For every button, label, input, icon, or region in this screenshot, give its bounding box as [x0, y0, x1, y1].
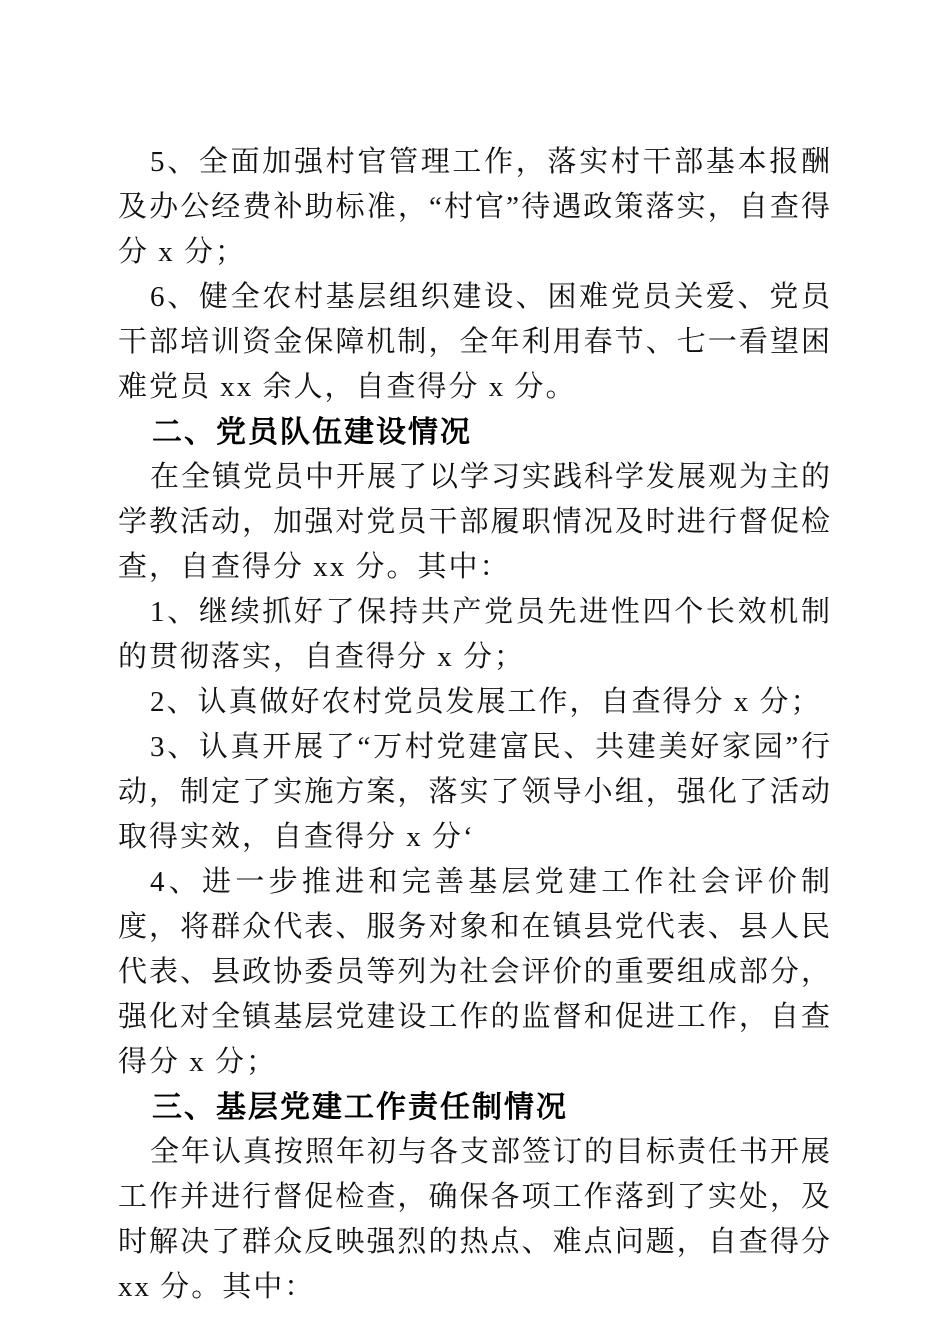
paragraph-item-4: 4、进一步推进和完善基层党建工作社会评价制度，将群众代表、服务对象和在镇县党代表、县人民代表、县政协委员等列为社会评价的重要组成部分，强化对全镇基层党建设工作的监督和促进工作，自查得分 x 分； — [118, 866, 832, 1078]
paragraph-item-3: 3、认真开展了“万村党建富民、共建美好家园”行动，制定了实施方案，落实了领导小组，强化了活动取得实效，自查得分 x 分‘ — [118, 731, 832, 853]
paragraph-section2-intro: 在全镇党员中开展了以学习实践科学发展观为主的学教活动，加强对党员干部履职情况及时进行督促检查，自查得分 xx 分。其中： — [118, 461, 833, 583]
paragraph-item-1: 1、继续抓好了保持共产党员先进性四个长效机制的贯彻落实，自查得分 x 分； — [118, 596, 832, 673]
paragraph-item-6: 6、健全农村基层组织建设、困难党员关爱、党员干部培训资金保障机制，全年利用春节、七一看望困难党员 xx 余人，自查得分 x 分。 — [118, 281, 832, 403]
section-heading-responsibility: 三、基层党建工作责任制情况 — [152, 1091, 568, 1124]
section-heading-party-team: 二、党员队伍建设情况 — [152, 416, 472, 449]
paragraph-item-5: 5、全面加强村官管理工作，落实村干部基本报酬及办公经费补助标准，“村官”待遇政策落实，自查得分 x 分； — [118, 146, 832, 268]
paragraph-item-2: 2、认真做好农村党员发展工作，自查得分 x 分； — [150, 686, 822, 718]
paragraph-section3-intro: 全年认真按照年初与各支部签订的目标责任书开展工作并进行督促检查，确保各项工作落到了实处，及时解决了群众反映强烈的热点、难点问题，自查得分 xx 分。其中： — [118, 1136, 833, 1303]
